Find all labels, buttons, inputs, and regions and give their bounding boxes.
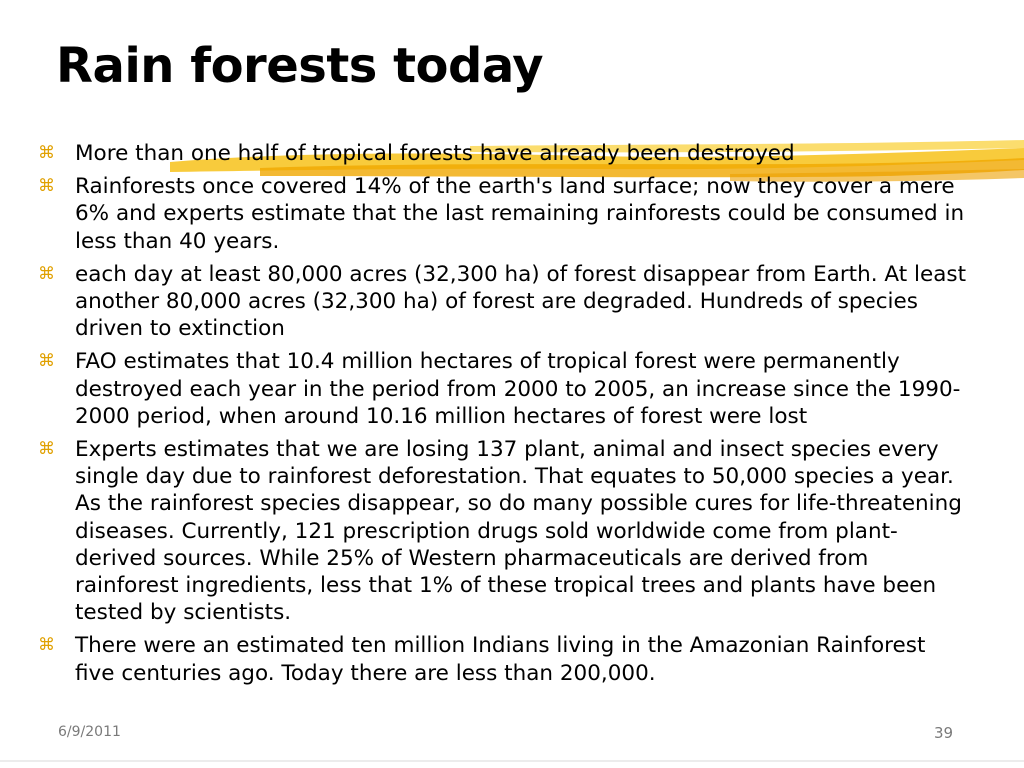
command-key-icon: ⌘ [38,351,55,372]
command-key-icon: ⌘ [38,263,55,284]
bullet-item [38,348,968,430]
command-key-icon: ⌘ [38,439,55,460]
bullet-item [38,173,968,255]
bullet-text: FAO estimates that 10.4 million hectares of tropical forest were permanently destroyed each year in the period from 2000 to 2005, an increase since the 1990-2000 period, when around 10.16 million hectares of forest were lost [75,349,961,429]
bullet-item [38,140,968,167]
slide-title: Rain forests today [56,38,544,94]
bullet-text: There were an estimated ten million Indians living in the Amazonian Rainforest five centuries ago. Today there are less than 200,000. [75,633,926,686]
bullet-text: each day at least 80,000 acres (32,300 ha) of forest disappear from Earth. At least another 80,000 acres (32,300 ha) of forest are degraded. Hundreds of species driven to extinction [75,261,967,342]
page-number: 39 [934,724,954,742]
footer-date: 6/9/2011 [58,724,121,740]
command-key-icon: ⌘ [38,176,55,197]
bullet-item [38,436,968,626]
bullet-item [38,261,968,343]
command-key-icon: ⌘ [38,635,55,656]
bottom-divider [0,760,1024,762]
bullet-item [38,632,968,686]
bullet-list [38,140,968,693]
bullet-text: Experts estimates that we are losing 137 plant, animal and insect species every single day due to rainforest deforestation. That equates to 50,000 species a year. As the rainforest species disappear, so do many possible cures for life-threatening diseases. Currently, 121 prescription drugs sold worldwide come from plant-derived sources. While 25% of Western pharmaceuticals are derived from rainforest ingredients, less that 1% of these tropical trees and plants have been tested by scientists. [75,437,962,626]
bullet-text: Rainforests once covered 14% of the earth's land surface; now they cover a mere 6% and experts estimate that the last remaining rainforests could be consumed in less than 40 years. [75,174,965,254]
bullet-text: More than one half of tropical forests have already been destroyed [75,141,795,166]
command-key-icon: ⌘ [38,143,55,163]
